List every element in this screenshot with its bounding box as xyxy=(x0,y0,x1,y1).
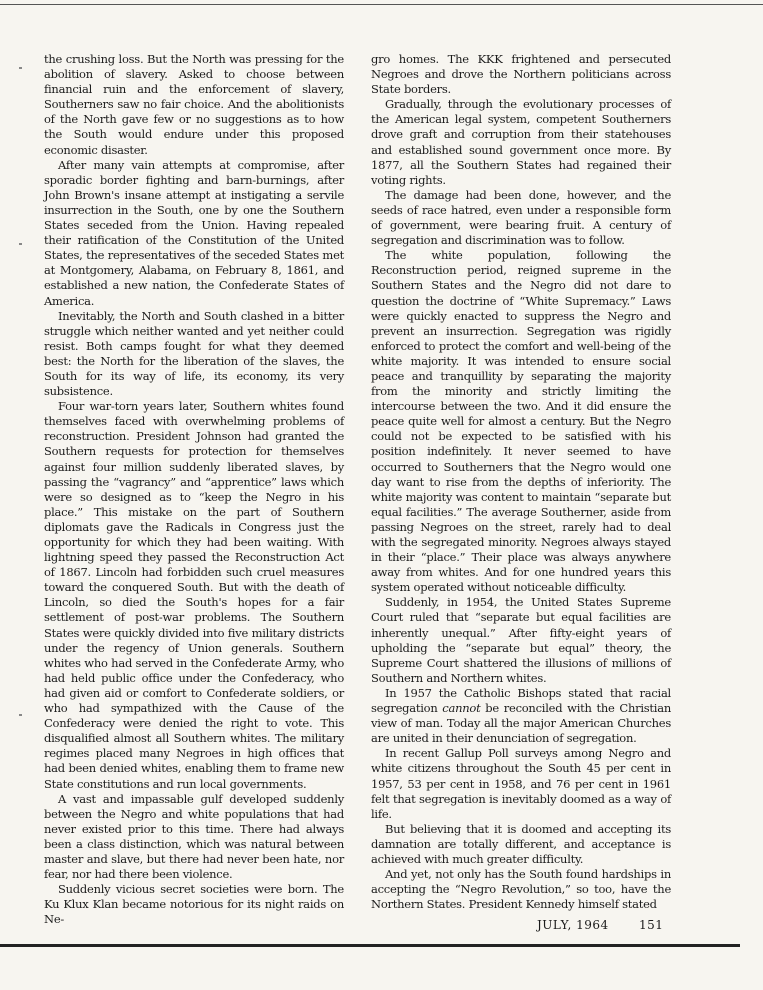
paragraph: And yet, not only has the South found hardships in accepting the “Negro Revolution,” so too, have the Northern States. President Kennedy himself stated xyxy=(371,867,671,912)
paragraph: the crushing loss. But the North was pressing for the abolition of slavery. Asked to choose between financial ruin and the enforcement of slavery, Southerners saw no fair choice. And the abolitionists of the North gave few or no suggestions as to how the South would endure under this proposed economic disaster. xyxy=(44,52,344,157)
page-number: 151 xyxy=(639,918,664,932)
paragraph: In recent Gallup Poll surveys among Negro and white citizens throughout the South 45 per cent in 1957, 53 per cent in 1958, and 76 per cent in 1961 felt that segregation is inevitably doomed as a way of life. xyxy=(371,746,671,821)
paragraph: But believing that it is doomed and accepting its damnation are totally different, and acceptance is achieved with much greater difficulty. xyxy=(371,821,671,866)
bottom-rule xyxy=(0,944,740,947)
right-column xyxy=(371,52,671,912)
page-footer xyxy=(537,918,663,932)
paragraph: A vast and impassable gulf developed suddenly between the Negro and white populations that had never existed prior to this time. There had always been a class distinction, which was natural between master and slave, but there had never been hate, nor fear, nor had there been violence. xyxy=(44,791,344,882)
paragraph: The damage had been done, however, and the seeds of race hatred, even under a responsible form of government, were bearing fruit. A century of segregation and discrimination was to follow. xyxy=(371,187,671,248)
margin-mark xyxy=(19,243,22,245)
emphasis-text: cannot xyxy=(442,701,481,716)
top-rule xyxy=(0,4,763,5)
margin-mark xyxy=(19,714,22,716)
paragraph: Suddenly, in 1954, the United States Supreme Court ruled that “separate but equal facilities are inherently unequal.” After fifty-eight years of upholding the “separate but equal” theory, the Supreme Court shattered the illusions of millions of Southern and Northern whites. xyxy=(371,595,671,685)
paragraph: Suddenly vicious secret societies were born. The Ku Klux Klan became notorious for its night raids on Ne- xyxy=(44,882,344,927)
paragraph: gro homes. The KKK frightened and persecuted Negroes and drove the Northern politicians across State borders. xyxy=(371,52,671,97)
left-column xyxy=(44,52,344,927)
paragraph-text: be reconciled with the Christian view of man. Today all the major American Churches are united in their denunciation of segregation. xyxy=(371,701,671,746)
paragraph: Gradually, through the evolutionary processes of the American legal system, competent Southerners drove graft and corruption from their statehouses and established sound government once more. By 1877, all the Southern States had regained their voting rights. xyxy=(371,97,671,187)
margin-mark xyxy=(19,67,22,69)
paragraph: The white population, following the Reconstruction period, reigned supreme in the Southern States and the Negro did not dare to question the doctrine of “White Supremacy.” Laws were quickly enacted to suppress the Negro and prevent an insurrection. Segregation was rigidly enforced to protect the comfort and well-being of the white majority. It was intended to ensure social peace and tranquillity by separating the majority from the minority and strictly limiting the intercourse between the two. And it did ensure the peace quite well for almost a century. But the Negro could not be expected to be satisfied with his position indefinitely. It never seemed to have occurred to Southerners that the Negro would one day want to rise from the depths of inferiority. The white majority was content to maintain “separate but equal facilities.” The average Southerner, aside from passing Negroes on the street, rarely had to deal with the segregated minority. Negroes always stayed in their “place.” Their place was always anywhere away from whites. And for one hundred years this system operated without noticeable difficulty. xyxy=(371,248,671,595)
paragraph-text: In 1957 the Catholic Bishops stated that racial segregation xyxy=(371,685,671,716)
issue-date: JULY, 1964 xyxy=(537,918,609,932)
paragraph xyxy=(371,686,671,746)
paragraph: Four war-torn years later, Southern whites found themselves faced with overwhelming problems of reconstruction. President Johnson had granted the Southern requests for protection for themselves against four million suddenly liberated slaves, by passing the “vagrancy” and “apprentice” laws which were so designed as to “keep the Negro in his place.” This mistake on the part of Southern diplomats gave the Radicals in Congress just the opportunity for which they had been waiting. With lightning speed they passed the Reconstruction Act of 1867. Lincoln had forbidden such cruel measures toward the conquered South. But with the death of Lincoln, so died the South's hopes for a fair settlement of post-war problems. The Southern States were quickly divided into five military districts under the regency of Union generals. Southern whites who had served in the Confederate Army, who had held public office under the Confederacy, who had given aid or comfort to Confederate soldiers, or who had sympathized with the Cause of the Confederacy were denied the right to vote. This disqualified almost all Southern whites. The military regimes placed many Negroes in high offices that had been denied whites, enabling them to frame new State constitutions and run local governments. xyxy=(44,399,344,791)
paragraph: Inevitably, the North and South clashed in a bitter struggle which neither wanted and yet neither could resist. Both camps fought for what they deemed best: the North for the liberation of the slaves, the South for its way of life, its economy, its very subsistence. xyxy=(44,308,344,399)
paragraph: After many vain attempts at compromise, after sporadic border fighting and barn-burnings, after John Brown's insane attempt at instigating a servile insurrection in the South, one by one the Southern States seceded from the Union. Having repealed their ratification of the Constitution of the United States, the representatives of the seceded States met at Montgomery, Alabama, on February 8, 1861, and established a new nation, the Confederate States of America. xyxy=(44,157,344,308)
